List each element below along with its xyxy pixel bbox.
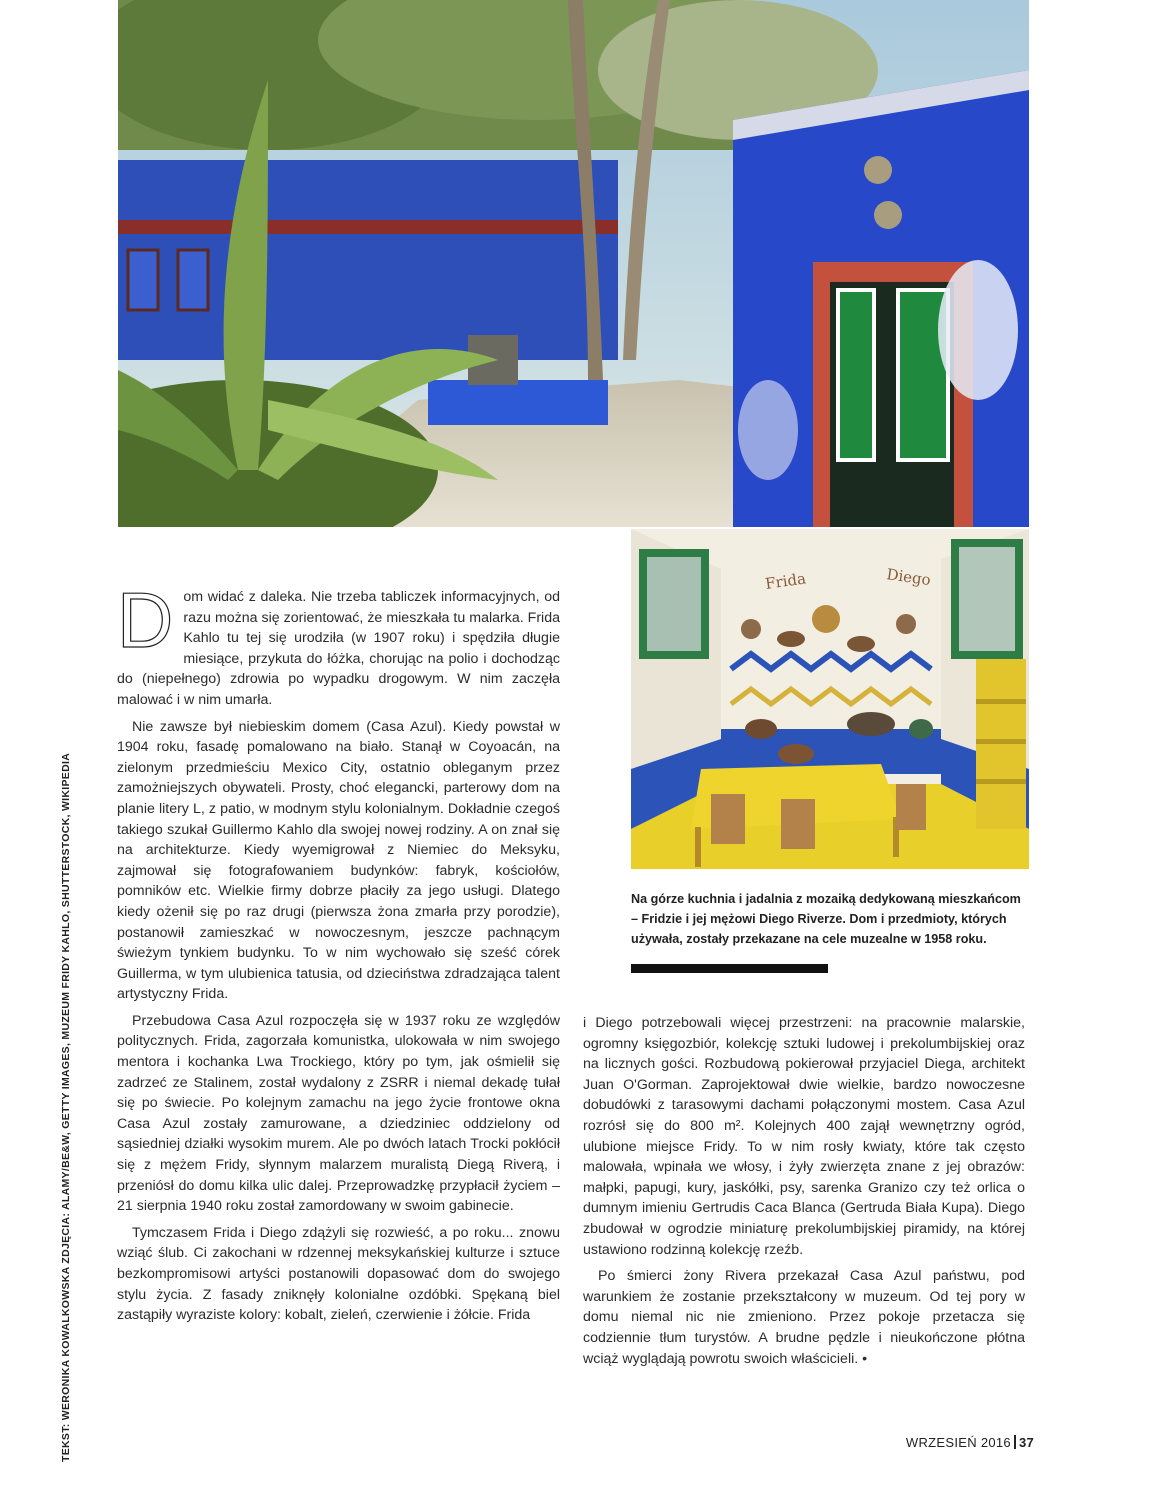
- photo-caption: Na górze kuchnia i jadalnia z mozaiką dedykowaną mieszkańcom – Fridzie i jej mężowi Diego Riverze. Dom i przedmioty, których używała, zostały przekazane na cele muzealne w 1958 roku.: [631, 892, 1021, 946]
- article-paragraph: [117, 576, 560, 711]
- paragraph-text: om widać z daleka. Nie trzeba tabliczek informacyjnych, od razu można się zorientować, że mieszkała tu malarka. Frida Kahlo tu tej się urodziła (w 1907 roku) i spędziła długie miesiące, przykuta do łóżka, chorując na polio i dochodząc do (niepełnego) zdrowia po wypadku drogowym. W nim zaczęła malować i w nim umarła.: [117, 589, 560, 708]
- courtyard-photo: [118, 0, 1029, 527]
- folio-month-year: WRZESIEŃ 2016: [905, 1435, 1011, 1450]
- article-paragraph: Po śmierci żony Rivera przekazał Casa Azul państwu, pod warunkiem że zostanie przekształcony w muzeum. Od tej pory w domu niemal nic nie zmieniono. Przez pokoje przetacza się codziennie tłum turystów. A brudne pędzle i nieukończone płótna wciąż wyglądają powrotu swoich właścicieli. •: [583, 1268, 1025, 1367]
- article-paragraph: Tymczasem Frida i Diego zdążyli się rozwieść, a po roku... znowu wziąć ślub. Ci zakochani w rdzennej meksykańskiej kulturze i sztuce bezkompromisowi artyści postanowili dopasować dom do swojego stylu życia. Z fasady zniknęły kolonialne ozdóbki. Spękaną biel zastąpiły wyraziste kolory: kobalt, zieleń, czerwienie i żółcie. Frida: [117, 1224, 560, 1324]
- drop-cap: D: [117, 576, 174, 664]
- credits-photos-label: ZDJĘCIA:: [60, 1212, 72, 1264]
- kitchen-photo: [631, 529, 1029, 869]
- article-paragraph: i Diego potrzebowali więcej przestrzeni: na pracownie malarskie, ogromny księgozbiór, kolekcję sztuki ludowej i prekolumbijskiej oraz na licznych gości. Rozbudową pokierował przyjaciel Diega, architekt Juan O'Gorman. Zaprojektował dwie wielkie, bardzo nowoczesne dobudówki z tarasowymi dachami połączonymi mostem. Casa Azul rozrósł się do 800 m². Kolejnych 400 zajął wewnętrzny ogród, ulubione miejsce Fridy. To w nim rosły kwiaty, które tak często malowała, wpinała we włosy, i żyły zwierzęta znane z jej obrazów: małpki, papugi, kury, jaskółki, psy, sarenka Granizo czy też orlica o dumnym imieniu Gertrudis Caca Blanca (Gertruda Biała Kupa). Diego zbudował w ogrodzie miniaturę prekolumbijskiej piramidy, na której ustawiono rodzinną kolekcję rzeźb.: [583, 1015, 1025, 1258]
- article-column-right: [583, 1013, 1025, 1375]
- page-folio: [906, 1435, 1034, 1450]
- mosaic-label-frida: Frida: [764, 569, 808, 593]
- kitchen-illustration: [631, 529, 1029, 869]
- credits-author: WERONIKA KOWALKOWSKA: [60, 1266, 72, 1421]
- credits-text-label: TEKST:: [60, 1423, 72, 1462]
- mosaic-label-diego: Diego: [885, 565, 932, 590]
- courtyard-illustration: [118, 0, 1029, 527]
- article-column-left: [117, 576, 560, 1332]
- caption-rule: [631, 964, 828, 973]
- article-paragraph: Przebudowa Casa Azul rozpoczęła się w 1937 roku ze względów politycznych. Frida, zagorzała komunistka, ulokowała w nim swojego mentora i kochanka Lwa Trockiego, który po tym, jak ośmielił się zadrzeć ze Stalinem, został wydalony z ZSRR i niemal dekadę tułał się po świecie. Po kolejnym zamachu na jego życie frontowe okna Casa Azul zostały zamurowane, a dziedziniec oddzielony od sąsiedniej działki wysokim murem. Ale po dwóch latach Trocki pokłócił się z mężem Fridy, słynnym malarzem muralistą Diegą Riverą, i przeniósł do domu kilka ulic dalej. Przeprowadzkę przypłacił życiem – 21 sierpnia 1940 roku został zamordowany w swoim gabinecie.: [117, 1012, 560, 1215]
- credits-photo-sources: ALAMY/BE&W, GETTY IMAGES, MUZEUM FRIDY KAHLO, SHUTTERSTOCK, WIKIPEDIA: [60, 752, 72, 1210]
- folio-divider: [1014, 1435, 1016, 1449]
- article-paragraph: Nie zawsze był niebieskim domem (Casa Azul). Kiedy powstał w 1904 roku, fasadę pomalowano na biało. Stanął w Coyoacán, na zielonym przedmieściu Mexico City, ostatnio obleganym przez zamożniejszych obywateli. Prosty, choć elegancki, parterowy dom na planie litery L, z patio, w modnym stylu kolonialnym. Dokładnie czegoś takiego szukał Guillermo Kahlo dla swojej nowej rodziny. A on znał się na architekturze. Kiedy wyemigrował z Niemiec do Meksyku, zajmował się fotografowaniem budynków: fabryk, kościołów, pomników etc. Wielkie firmy dobrze płaciły za jego usługi. Dlatego kiedy ożenił się po raz drugi (pierwsza żona zmarła przy porodzie), postanowił zamieszkać w nowoczesnym, jeszcze pachnącym świeżym tynkiem budynku. To w nim wychowało się sześć córek Guillerma, w tym ulubienica tatusia, od dzieciństwa zdradzająca talent artystyczny Frida.: [117, 718, 560, 1003]
- page-number: 37: [1018, 1435, 1034, 1450]
